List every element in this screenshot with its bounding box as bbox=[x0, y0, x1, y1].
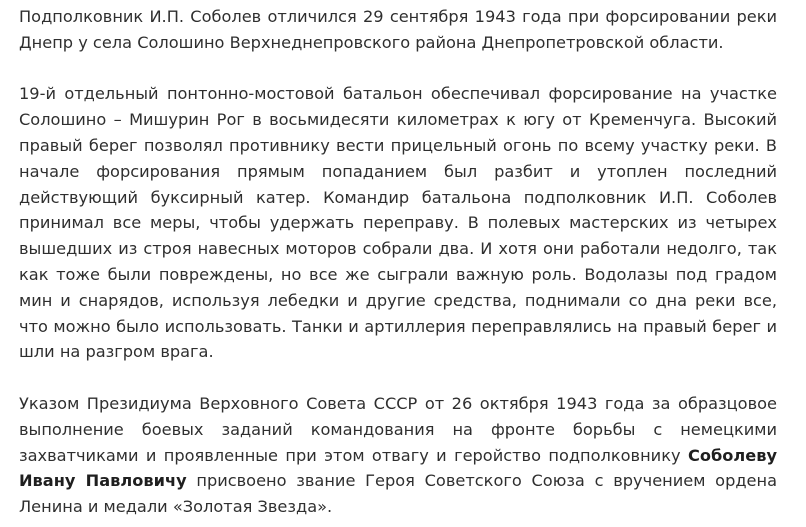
paragraph-3 bbox=[19, 391, 777, 520]
hero-name: Соболеву Ивану Павловичу bbox=[19, 445, 777, 491]
paragraph-2: 19-й отдельный понтонно-мостовой батальон обеспечивал форсирование на участке Солошино – Мишурин Рог в восьмидесяти километрах к югу от Кременчуга. Высокий правый берег позволял противнику вести прицельный огонь по всему участку реки. В начале форсирования прямым попаданием был разбит и утоплен последний действующий буксирный катер. Командир батальона подполковник И.П. Соболев принимал все меры, чтобы удержать переправу. В полевых мастерских из четырех вышедших из строя навесных моторов собрали два. И хотя они работали недолго, так как тоже были повреждены, но все же сыграли важную роль. Водолазы под градом мин и снарядов, используя лебедки и другие средства, поднимали со дна реки все, что можно было использовать. Танки и артиллерия переправлялись на правый берег и шли на разгром врага. bbox=[19, 84, 777, 362]
paragraph-3-text-before: Указом Президиума Верховного Совета СССР от 26 октября 1943 года за образцовое выполнение боевых заданий командования на фронте борьбы с немецкими захватчиками и проявленные при этом отвагу и геройство подполковнику bbox=[19, 393, 777, 465]
article-text bbox=[19, 4, 777, 520]
paragraph-1: Подполковник И.П. Соболев отличился 29 сентября 1943 года при форсировании реки Днепр у села Солошино Верхнеднепровского района Днепропетровской области. bbox=[19, 7, 777, 52]
paragraph-3-text-after: присвоено звание Героя Советского Союза с вручением ордена Ленина и медали «Золотая Звезда». bbox=[19, 471, 777, 517]
